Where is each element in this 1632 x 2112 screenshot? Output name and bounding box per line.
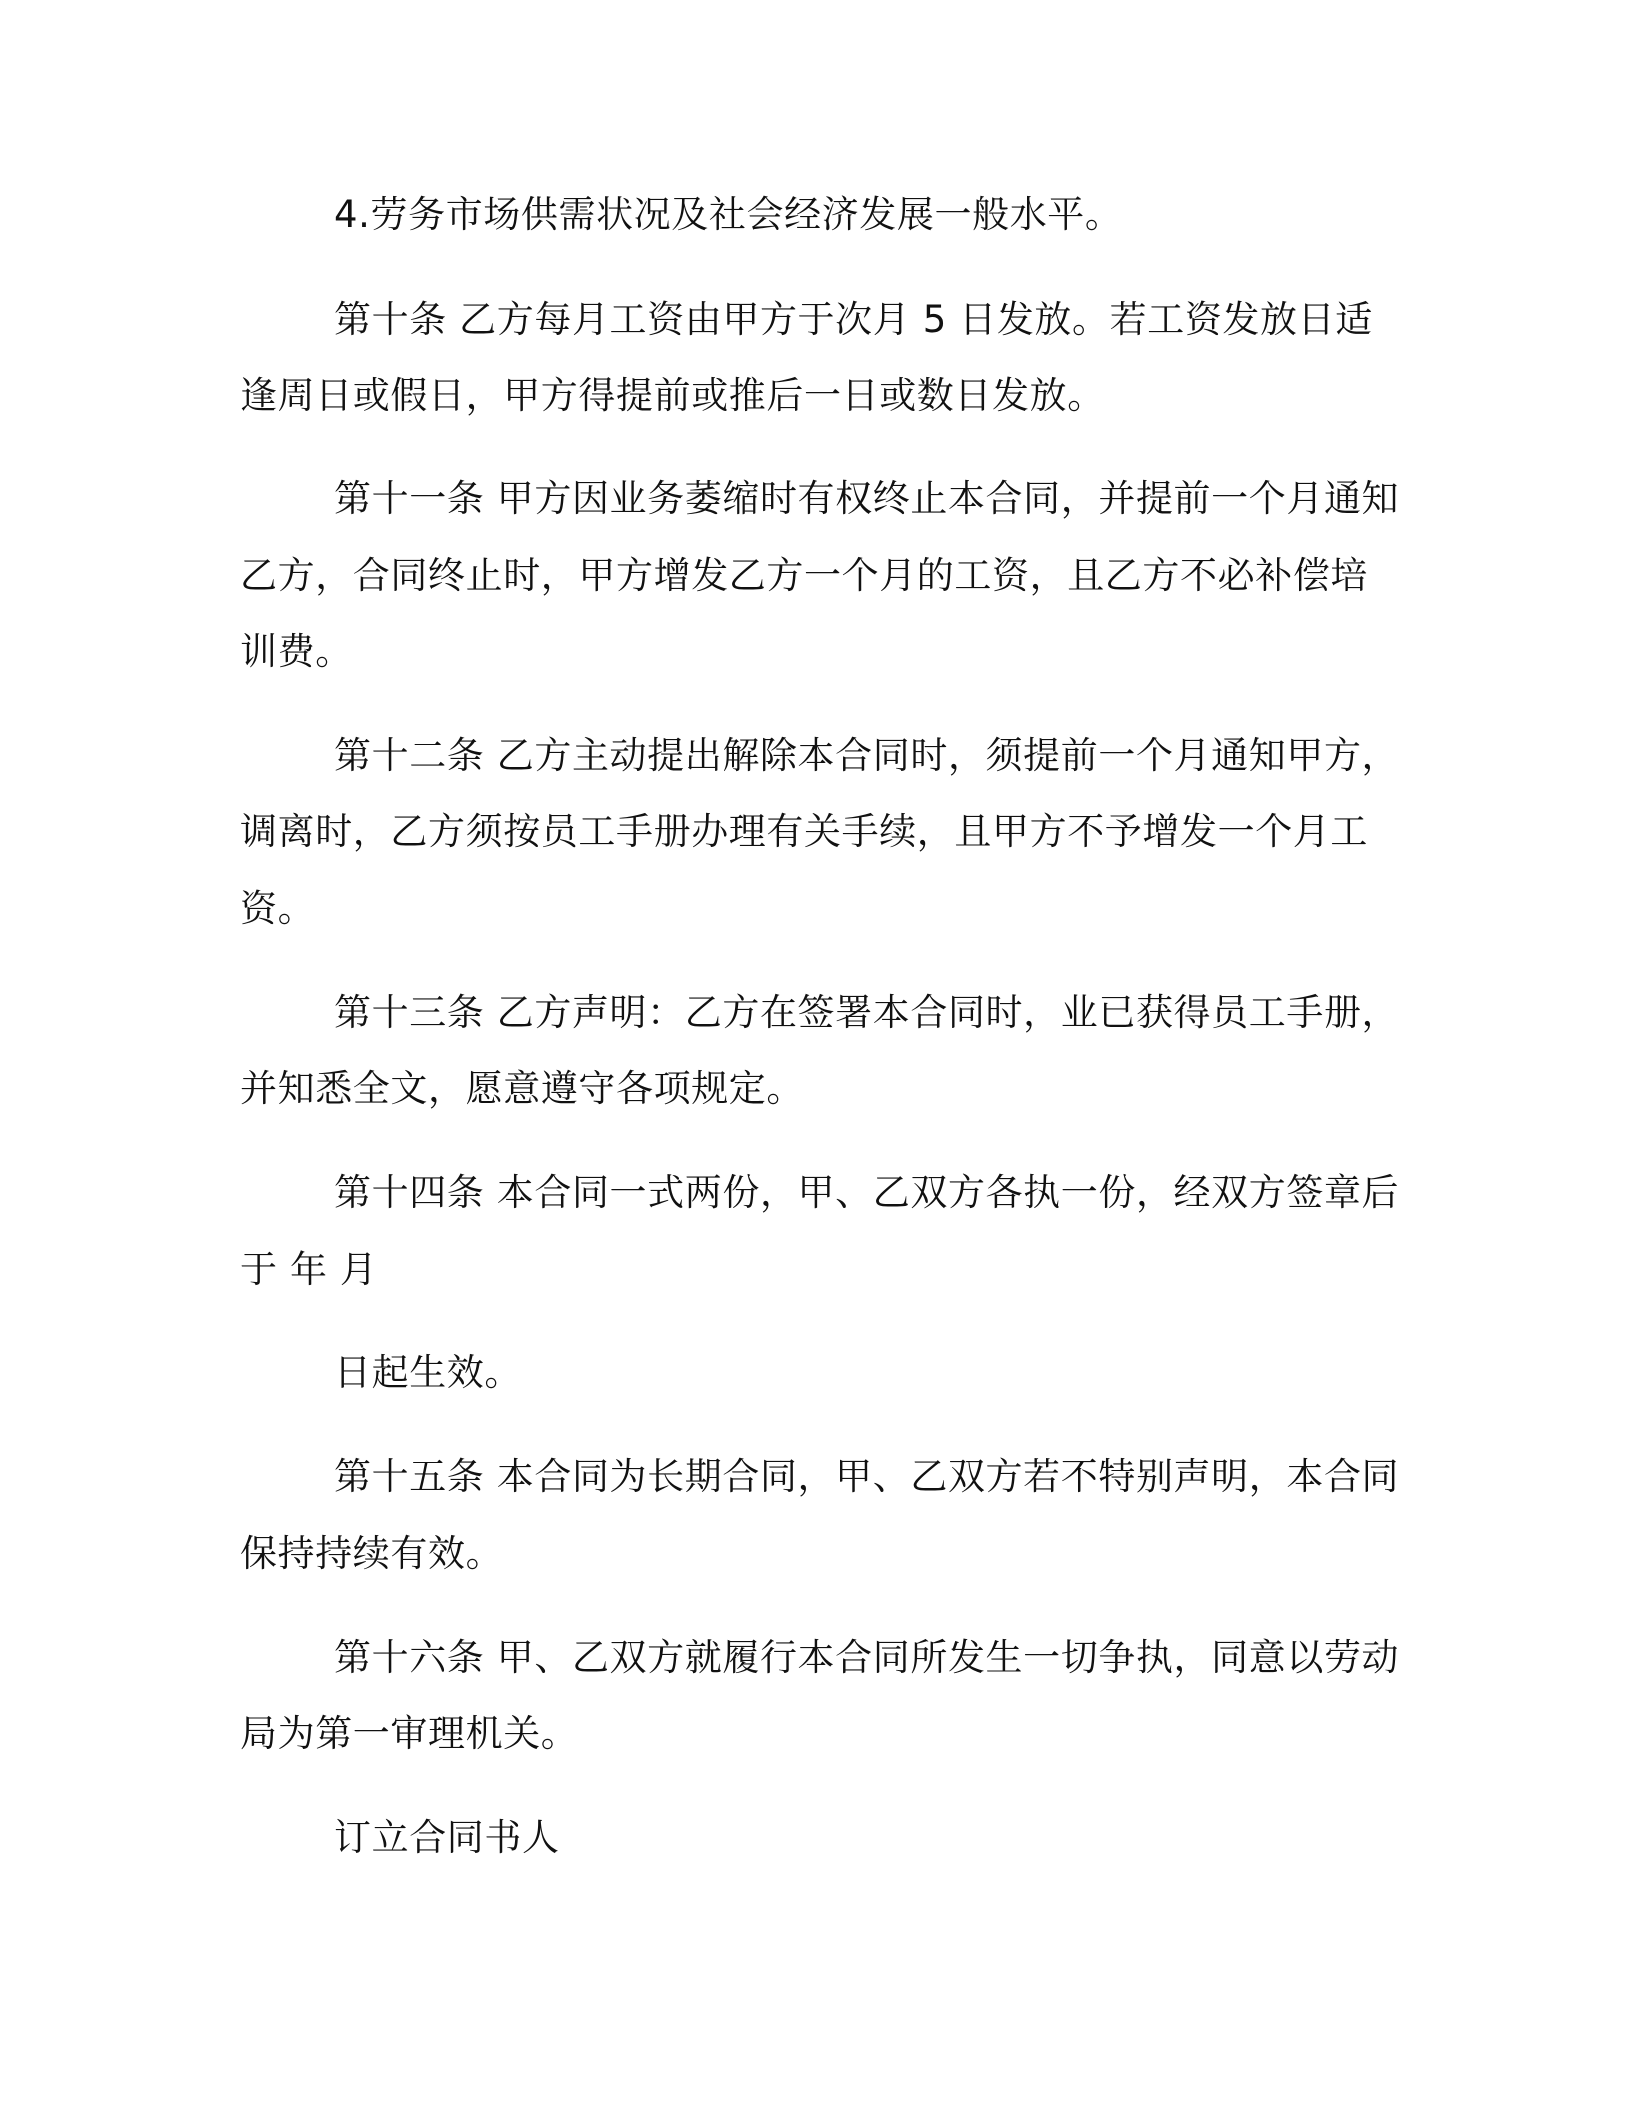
clause-14-line-2: 于 年 月 — [240, 1248, 378, 1291]
contract-signatory-label: 订立合同书人 — [334, 1816, 560, 1859]
clause-16-line-1: 第十六条 甲、乙双方就履行本合同所发生一切争执，同意以劳动 — [334, 1636, 1400, 1679]
clause-11-line-2: 乙方，合同终止时，甲方增发乙方一个月的工资，且乙方不必补偿培 — [240, 554, 1368, 597]
clause-9-item-4: 4.劳务市场供需状况及社会经济发展一般水平。 — [334, 193, 1123, 236]
clause-15-line-2: 保持持续有效。 — [240, 1532, 504, 1575]
clause-13-line-2: 并知悉全文，愿意遵守各项规定。 — [240, 1067, 804, 1110]
clause-11-line-3: 训费。 — [240, 630, 353, 673]
clause-12-line-3: 资。 — [240, 887, 316, 930]
clause-10-line-1: 第十条 乙方每月工资由甲方于次月 5 日发放。若工资发放日适 — [334, 298, 1373, 341]
clause-12-line-2: 调离时，乙方须按员工手册办理有关手续，且甲方不予增发一个月工 — [240, 810, 1368, 853]
clause-12-line-1: 第十二条 乙方主动提出解除本合同时，须提前一个月通知甲方， — [334, 734, 1400, 777]
clause-13-line-1: 第十三条 乙方声明：乙方在签署本合同时，业已获得员工手册， — [334, 991, 1400, 1034]
clause-14-line-3: 日起生效。 — [334, 1351, 522, 1394]
clause-11-line-1: 第十一条 甲方因业务萎缩时有权终止本合同，并提前一个月通知 — [334, 477, 1400, 520]
clause-16-line-2: 局为第一审理机关。 — [240, 1712, 579, 1755]
clause-15-line-1: 第十五条 本合同为长期合同，甲、乙双方若不特别声明，本合同 — [334, 1455, 1400, 1498]
clause-14-line-1: 第十四条 本合同一式两份，甲、乙双方各执一份，经双方签章后 — [334, 1171, 1400, 1214]
clause-10-line-2: 逢周日或假日，甲方得提前或推后一日或数日发放。 — [240, 374, 1105, 417]
